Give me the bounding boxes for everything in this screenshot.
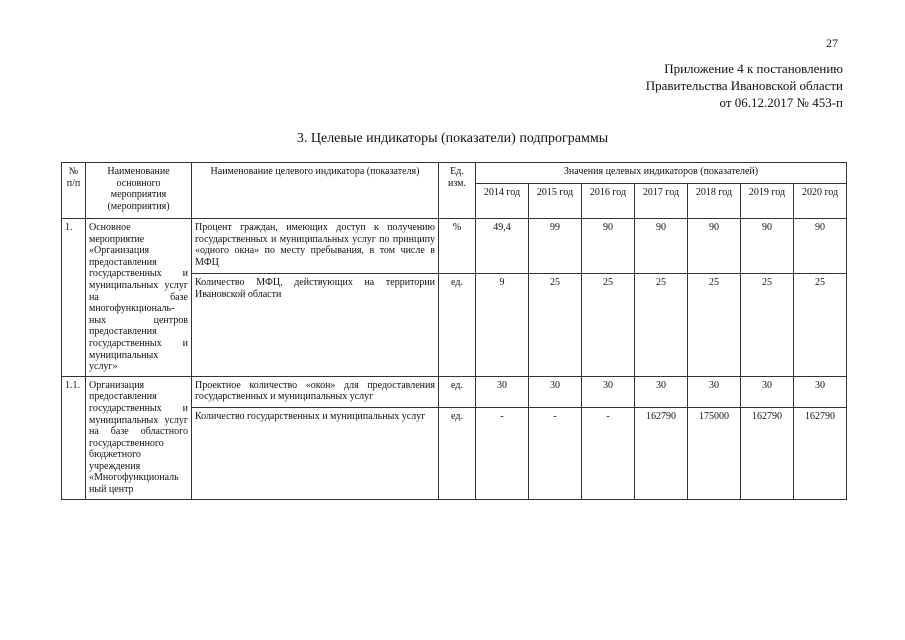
row-number: 1.1. bbox=[62, 376, 86, 499]
value-cell: 9 bbox=[476, 274, 529, 376]
unit-cell: % bbox=[439, 219, 476, 274]
value-cell: 30 bbox=[794, 376, 847, 407]
value-cell: 90 bbox=[635, 219, 688, 274]
event-name: Организация предоставления государственных и муниципальных услуг на базе областного государственного бюджетного учреждения «Многофункциональ ный центр bbox=[86, 376, 192, 499]
value-cell: 30 bbox=[635, 376, 688, 407]
header-indicator: Наименование целевого индикатора (показателя) bbox=[192, 163, 439, 219]
header-num: № п/п bbox=[62, 163, 86, 219]
value-cell: 30 bbox=[476, 376, 529, 407]
header-year: 2019 год bbox=[741, 184, 794, 219]
value-cell: 49,4 bbox=[476, 219, 529, 274]
unit-cell: ед. bbox=[439, 274, 476, 376]
value-cell: 99 bbox=[529, 219, 582, 274]
value-cell: 25 bbox=[741, 274, 794, 376]
document-title: 3. Целевые индикаторы (показатели) подпрограммы bbox=[296, 131, 609, 146]
value-cell: 162790 bbox=[741, 408, 794, 500]
header-values: Значения целевых индикаторов (показателей) bbox=[476, 163, 847, 184]
row-number: 1. bbox=[62, 219, 86, 377]
value-cell: - bbox=[529, 408, 582, 500]
value-cell: 25 bbox=[688, 274, 741, 376]
table-row bbox=[62, 376, 847, 407]
header-year: 2017 год bbox=[635, 184, 688, 219]
value-cell: 162790 bbox=[635, 408, 688, 500]
indicator-name: Количество государственных и муниципальных услуг bbox=[192, 408, 439, 500]
appendix-line-2: Правительства Ивановской области bbox=[645, 78, 843, 93]
event-name: Основное мероприятие «Организация предоставления государственных и муниципальных услуг на базе многофункциональ-ных центров предоставления государственных и муниципальных услуг» bbox=[86, 219, 192, 377]
value-cell: 90 bbox=[688, 219, 741, 274]
table-row bbox=[62, 219, 847, 274]
value-cell: 30 bbox=[741, 376, 794, 407]
value-cell: 25 bbox=[635, 274, 688, 376]
appendix-block bbox=[646, 60, 843, 111]
value-cell: - bbox=[476, 408, 529, 500]
header-year: 2020 год bbox=[794, 184, 847, 219]
indicator-name: Проектное количество «окон» для предоставления государственных и муниципальных услуг bbox=[192, 376, 439, 407]
header-year: 2014 год bbox=[476, 184, 529, 219]
header-row bbox=[62, 163, 847, 184]
value-cell: 90 bbox=[741, 219, 794, 274]
value-cell: - bbox=[582, 408, 635, 500]
unit-cell: ед. bbox=[439, 408, 476, 500]
page-number: 27 bbox=[826, 36, 838, 50]
value-cell: 25 bbox=[529, 274, 582, 376]
value-cell: 90 bbox=[794, 219, 847, 274]
value-cell: 90 bbox=[582, 219, 635, 274]
header-year: 2016 год bbox=[582, 184, 635, 219]
indicator-name: Процент граждан, имеющих доступ к получению государственных и муниципальных услуг по принципу «одного окна» по месту пребывания, в том числе в МФЦ bbox=[192, 219, 439, 274]
value-cell: 175000 bbox=[688, 408, 741, 500]
value-cell: 30 bbox=[688, 376, 741, 407]
header-year: 2015 год bbox=[529, 184, 582, 219]
indicator-name: Количество МФЦ, действующих на территории Ивановской области bbox=[192, 274, 439, 376]
header-unit: Ед. изм. bbox=[439, 163, 476, 219]
indicators-table bbox=[61, 162, 847, 500]
appendix-line-3: от 06.12.2017 № 453-п bbox=[719, 95, 843, 110]
value-cell: 30 bbox=[582, 376, 635, 407]
header-year: 2018 год bbox=[688, 184, 741, 219]
value-cell: 25 bbox=[794, 274, 847, 376]
value-cell: 25 bbox=[582, 274, 635, 376]
unit-cell: ед. bbox=[439, 376, 476, 407]
value-cell: 30 bbox=[529, 376, 582, 407]
value-cell: 162790 bbox=[794, 408, 847, 500]
appendix-line-1: Приложение 4 к постановлению bbox=[664, 61, 843, 76]
header-event: Наименование основного мероприятия (мероприятия) bbox=[86, 163, 192, 219]
